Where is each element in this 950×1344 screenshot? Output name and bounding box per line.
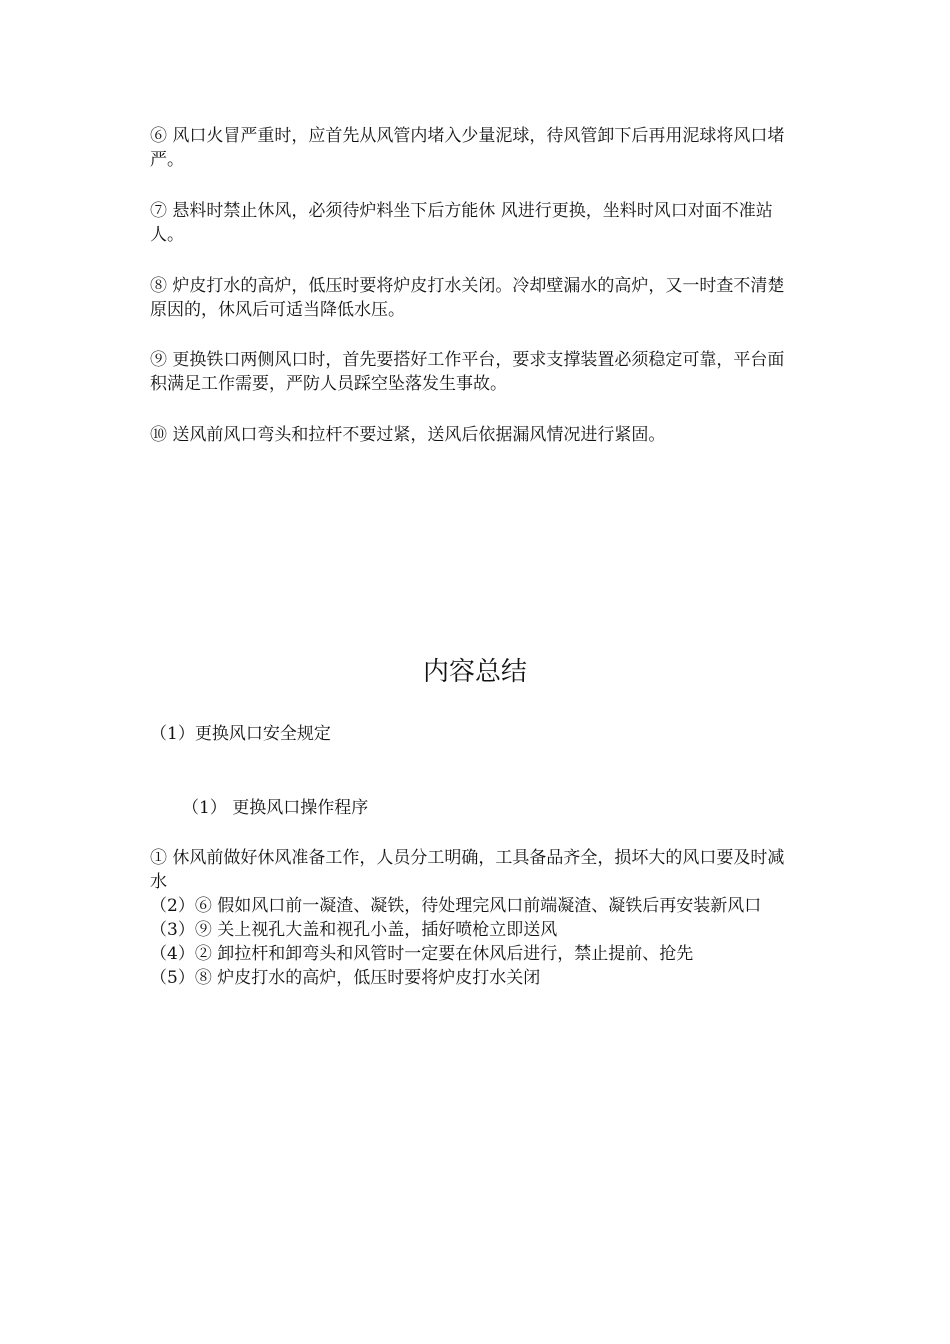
step-7-paragraph: ⑦ 悬料时禁止休风，必须待炉料坐下后方能休 风进行更换，坐料时风口对面不准站人。 [150, 201, 773, 245]
step-9-paragraph: ⑨ 更换铁口两侧风口时，首先要搭好工作平台，要求支撑装置必须稳定可靠，平台面积满足工作需要，严防人员踩空坠落发生事故。 [150, 350, 785, 394]
step-8-paragraph: ⑧ 炉皮打水的高炉，低压时要将炉皮打水关闭。冷却壁漏水的高炉，又一时查不清楚原因的，休风后可适当降低水压。 [150, 276, 785, 320]
summary-title: 内容总结 [422, 657, 527, 687]
step-10-paragraph: ⑩ 送风前风口弯头和拉杆不要过紧，送风后依据漏风情况进行紧固。 [150, 425, 666, 445]
summary-heading-safety-rules: （1）更换风口安全规定 [150, 724, 331, 744]
summary-item: （4）② 卸拉杆和卸弯头和风管时一定要在休风后进行，禁止提前、抢先 [150, 944, 694, 964]
summary-item: （5）⑧ 炉皮打水的高炉，低压时要将炉皮打水关闭 [150, 968, 541, 988]
summary-list [150, 846, 800, 990]
step-6-paragraph: ⑥ 风口火冒严重时，应首先从风管内堵入少量泥球，待风管卸下后再用泥球将风口堵严。 [150, 126, 785, 170]
summary-item: （2）⑥ 假如风口前一凝渣、凝铁，待处理完风口前端凝渣、凝铁后再安装新风口 [150, 896, 762, 916]
summary-item: （3）⑨ 关上视孔大盖和视孔小盖，插好喷枪立即送风 [150, 920, 558, 940]
summary-heading-procedure: （1） 更换风口操作程序 [182, 798, 369, 818]
summary-item: ① 休风前做好休风准备工作，人员分工明确，工具备品齐全，损坏大的风口要及时减水 [150, 848, 785, 892]
